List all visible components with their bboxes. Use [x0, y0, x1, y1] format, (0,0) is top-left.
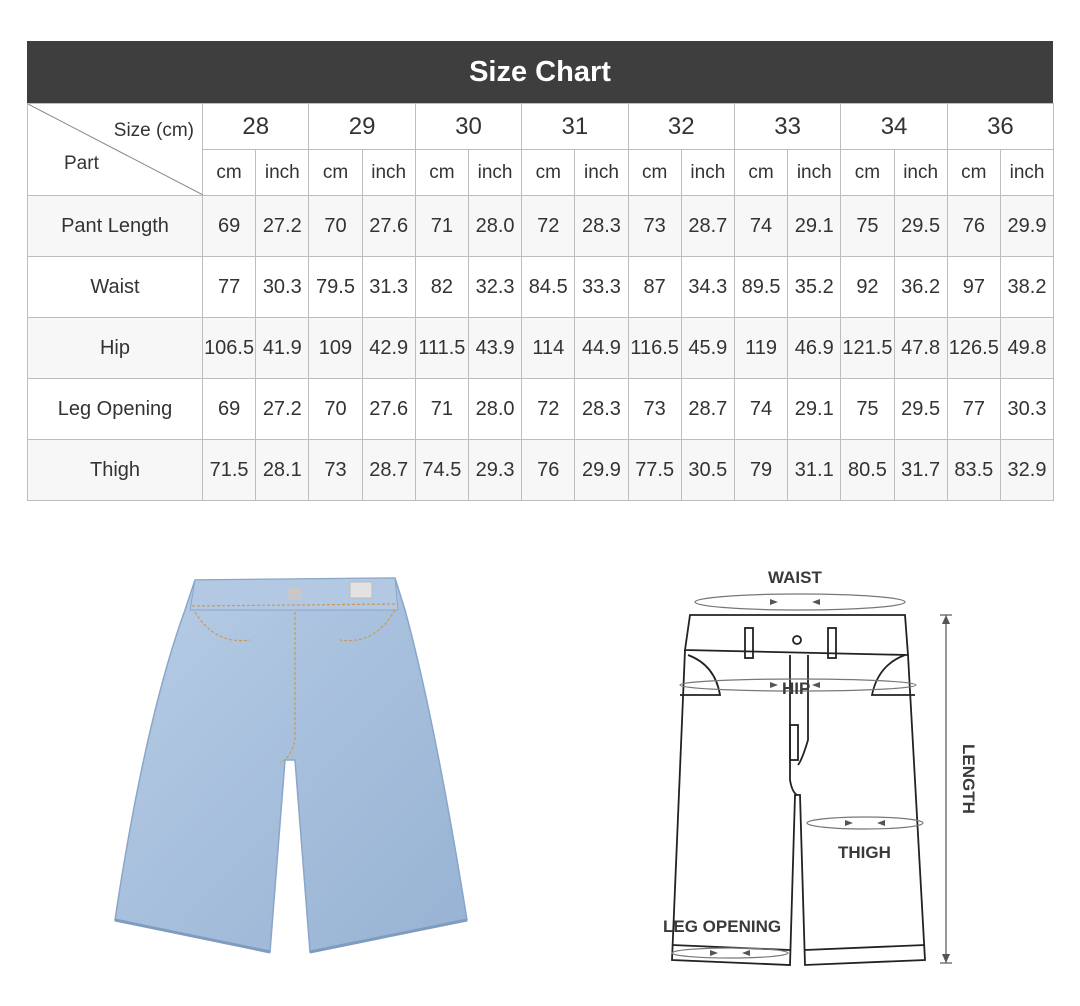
table-row [28, 257, 1054, 318]
corner-diagonal [28, 104, 203, 195]
size-header-36: 36 [947, 104, 1053, 150]
table-cell: 111.5 [415, 318, 468, 379]
table-cell: 77 [203, 257, 256, 318]
table-cell: 42.9 [362, 318, 415, 379]
table-cell: 76 [947, 196, 1000, 257]
size-header-31: 31 [522, 104, 628, 150]
table-cell: 28.0 [468, 379, 521, 440]
waist-label: WAIST [768, 568, 822, 587]
table-cell: 29.3 [468, 440, 521, 501]
table-cell: 76 [522, 440, 575, 501]
table-cell: 77 [947, 379, 1000, 440]
table-cell: 72 [522, 379, 575, 440]
table-cell: 79.5 [309, 257, 362, 318]
table-cell: 31.7 [894, 440, 947, 501]
table-cell: 71 [415, 196, 468, 257]
table-cell: 73 [309, 440, 362, 501]
table-cell: 119 [734, 318, 787, 379]
table-cell: 36.2 [894, 257, 947, 318]
unit-header-cm: cm [203, 150, 256, 196]
table-cell: 83.5 [947, 440, 1000, 501]
table-cell: 29.1 [788, 196, 841, 257]
table-cell: 33.3 [575, 257, 628, 318]
row-label: Waist [28, 257, 203, 318]
size-chart [27, 41, 1053, 501]
table-cell: 47.8 [894, 318, 947, 379]
unit-header-inch: inch [362, 150, 415, 196]
table-cell: 28.3 [575, 379, 628, 440]
table-cell: 71 [415, 379, 468, 440]
table-cell: 35.2 [788, 257, 841, 318]
table-cell: 97 [947, 257, 1000, 318]
table-cell: 38.2 [1000, 257, 1053, 318]
table-cell: 28.7 [362, 440, 415, 501]
row-label: Leg Opening [28, 379, 203, 440]
row-label: Hip [28, 318, 203, 379]
product-photo [105, 570, 475, 960]
table-row [28, 440, 1054, 501]
table-cell: 28.7 [681, 196, 734, 257]
table-cell: 27.6 [362, 379, 415, 440]
table-cell: 30.3 [256, 257, 309, 318]
unit-header-cm: cm [309, 150, 362, 196]
table-cell: 72 [522, 196, 575, 257]
table-cell: 28.1 [256, 440, 309, 501]
table-cell: 27.6 [362, 196, 415, 257]
table-cell: 27.2 [256, 379, 309, 440]
table-cell: 74 [734, 196, 787, 257]
size-header-32: 32 [628, 104, 734, 150]
table-cell: 109 [309, 318, 362, 379]
table-cell: 114 [522, 318, 575, 379]
table-cell: 28.7 [681, 379, 734, 440]
unit-header-cm: cm [841, 150, 894, 196]
unit-header-cm: cm [628, 150, 681, 196]
table-cell: 30.3 [1000, 379, 1053, 440]
table-cell: 27.2 [256, 196, 309, 257]
table-cell: 70 [309, 379, 362, 440]
table-row [28, 196, 1054, 257]
table-cell: 31.1 [788, 440, 841, 501]
table-cell: 31.3 [362, 257, 415, 318]
table-cell: 71.5 [203, 440, 256, 501]
table-cell: 87 [628, 257, 681, 318]
table-cell: 29.9 [575, 440, 628, 501]
unit-header-inch: inch [788, 150, 841, 196]
unit-header-inch: inch [681, 150, 734, 196]
part-header-label: Part [64, 153, 99, 174]
table-cell: 80.5 [841, 440, 894, 501]
table-cell: 73 [628, 379, 681, 440]
unit-header-inch: inch [1000, 150, 1053, 196]
measurement-diagram [640, 560, 1000, 980]
size-header-30: 30 [415, 104, 521, 150]
unit-header-inch: inch [894, 150, 947, 196]
table-cell: 32.9 [1000, 440, 1053, 501]
table-cell: 41.9 [256, 318, 309, 379]
table-cell: 74 [734, 379, 787, 440]
table-cell: 29.5 [894, 379, 947, 440]
table-cell: 77.5 [628, 440, 681, 501]
table-cell: 92 [841, 257, 894, 318]
unit-header-cm: cm [522, 150, 575, 196]
table-cell: 70 [309, 196, 362, 257]
row-label: Pant Length [28, 196, 203, 257]
unit-header-cm: cm [415, 150, 468, 196]
table-cell: 116.5 [628, 318, 681, 379]
table-cell: 32.3 [468, 257, 521, 318]
leg-opening-label: LEG OPENING [663, 917, 782, 936]
table-cell: 126.5 [947, 318, 1000, 379]
unit-header-cm: cm [734, 150, 787, 196]
table-cell: 79 [734, 440, 787, 501]
table-cell: 84.5 [522, 257, 575, 318]
table-cell: 29.5 [894, 196, 947, 257]
table-cell: 106.5 [203, 318, 256, 379]
size-chart-title: Size Chart [27, 41, 1053, 103]
table-cell: 34.3 [681, 257, 734, 318]
table-cell: 89.5 [734, 257, 787, 318]
size-table [27, 103, 1054, 501]
table-cell: 69 [203, 379, 256, 440]
row-label: Thigh [28, 440, 203, 501]
table-cell: 45.9 [681, 318, 734, 379]
unit-header-inch: inch [575, 150, 628, 196]
table-cell: 82 [415, 257, 468, 318]
table-cell: 28.0 [468, 196, 521, 257]
size-header-29: 29 [309, 104, 415, 150]
table-cell: 46.9 [788, 318, 841, 379]
table-row [28, 379, 1054, 440]
table-cell: 121.5 [841, 318, 894, 379]
table-cell: 69 [203, 196, 256, 257]
size-header-28: 28 [203, 104, 309, 150]
thigh-label: THIGH [838, 843, 891, 862]
table-cell: 29.9 [1000, 196, 1053, 257]
table-cell: 75 [841, 379, 894, 440]
unit-header-inch: inch [256, 150, 309, 196]
table-cell: 43.9 [468, 318, 521, 379]
table-cell: 29.1 [788, 379, 841, 440]
table-cell: 30.5 [681, 440, 734, 501]
table-cell: 44.9 [575, 318, 628, 379]
table-cell: 73 [628, 196, 681, 257]
table-corner-cell [28, 104, 203, 196]
size-header-33: 33 [734, 104, 840, 150]
unit-header-inch: inch [468, 150, 521, 196]
table-row [28, 318, 1054, 379]
table-cell: 28.3 [575, 196, 628, 257]
table-cell: 74.5 [415, 440, 468, 501]
table-cell: 75 [841, 196, 894, 257]
table-cell: 49.8 [1000, 318, 1053, 379]
length-label: LENGTH [959, 744, 978, 814]
size-header-label: Size (cm) [113, 120, 194, 141]
size-header-34: 34 [841, 104, 947, 150]
unit-header-cm: cm [947, 150, 1000, 196]
hip-label: HIP [782, 679, 811, 698]
